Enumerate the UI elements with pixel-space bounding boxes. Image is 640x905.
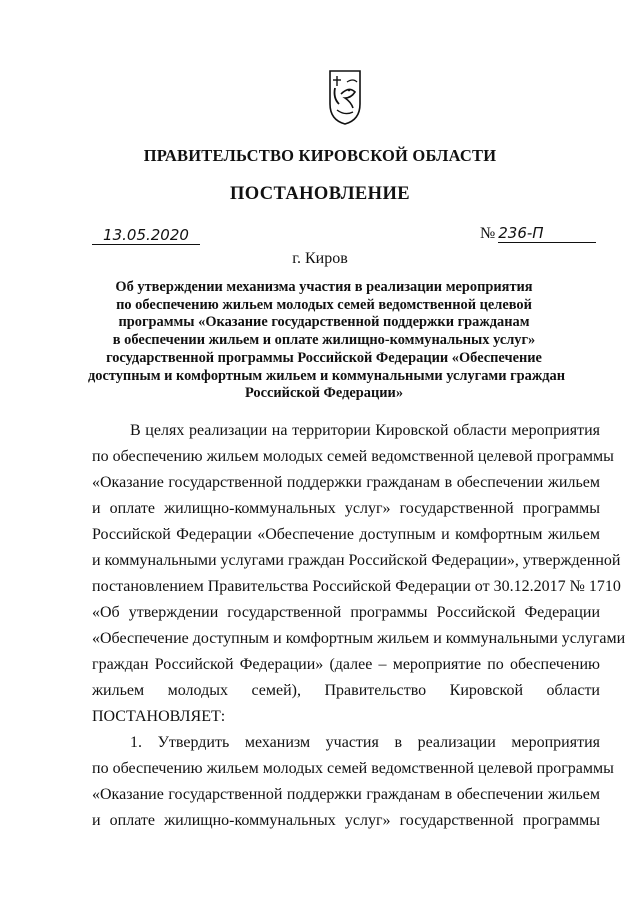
body-line: В целях реализации на территории Кировской области мероприятия bbox=[130, 422, 600, 439]
coat-of-arms-emblem bbox=[327, 68, 363, 126]
body-line: жильем молодых семей), Правительство Кировской области bbox=[92, 682, 600, 699]
body-line: граждан Российской Федерации» (далее – мероприятие по обеспечению bbox=[92, 656, 600, 673]
document-body bbox=[92, 418, 626, 834]
body-line: и коммунальными услугами граждан Российской Федерации», утвержденной bbox=[92, 552, 621, 569]
body-line: 1. Утвердить механизм участия в реализации мероприятия bbox=[130, 734, 600, 751]
document-title bbox=[88, 279, 566, 403]
title-line: программы «Оказание государственной поддержки гражданам bbox=[118, 314, 530, 331]
body-line: «Об утверждении государственной программы Российской Федерации bbox=[92, 604, 600, 621]
title-line: в обеспечении жильем и оплате жилищно-коммунальных услуг» bbox=[112, 332, 536, 349]
number-sign: № bbox=[480, 225, 496, 242]
title-line: государственной программы Российской Федерации «Обеспечение bbox=[106, 349, 542, 366]
city: г. Киров bbox=[292, 250, 348, 267]
document-date: 13.05.2020 bbox=[92, 226, 200, 245]
body-line: «Оказание государственной поддержки гражданам в обеспечении жильем bbox=[92, 474, 600, 491]
document-number bbox=[480, 224, 596, 243]
body-line: Российской Федерации «Обеспечение доступным и комфортным жильем bbox=[92, 526, 600, 543]
body-line: «Оказание государственной поддержки гражданам в обеспечении жильем bbox=[92, 786, 600, 803]
title-line: Российской Федерации» bbox=[244, 385, 404, 402]
document-type: ПОСТАНОВЛЕНИЕ bbox=[229, 184, 410, 204]
title-line: по обеспечению жильем молодых семей ведомственной целевой bbox=[116, 296, 532, 313]
body-line: и оплате жилищно-коммунальных услуг» государственной программы bbox=[92, 812, 600, 829]
number-value: 236-П bbox=[498, 224, 596, 243]
body-line: по обеспечению жильем молодых семей ведомственной целевой программы bbox=[92, 448, 614, 465]
organization-name: ПРАВИТЕЛЬСТВО КИРОВСКОЙ ОБЛАСТИ bbox=[143, 146, 497, 165]
title-line: доступным и комфортным жильем и коммунальными услугами граждан bbox=[88, 367, 566, 384]
body-line: ПОСТАНОВЛЯЕТ: bbox=[92, 708, 226, 725]
title-line: Об утверждении механизма участия в реализации мероприятия bbox=[115, 279, 533, 295]
body-line: «Обеспечение доступным и комфортным жильем и коммунальными услугами bbox=[92, 630, 626, 647]
body-line: постановлением Правительства Российской Федерации от 30.12.2017 № 1710 bbox=[92, 578, 621, 595]
body-line: по обеспечению жильем молодых семей ведомственной целевой программы bbox=[92, 760, 614, 777]
body-line: и оплате жилищно-коммунальных услуг» государственной программы bbox=[92, 500, 600, 517]
